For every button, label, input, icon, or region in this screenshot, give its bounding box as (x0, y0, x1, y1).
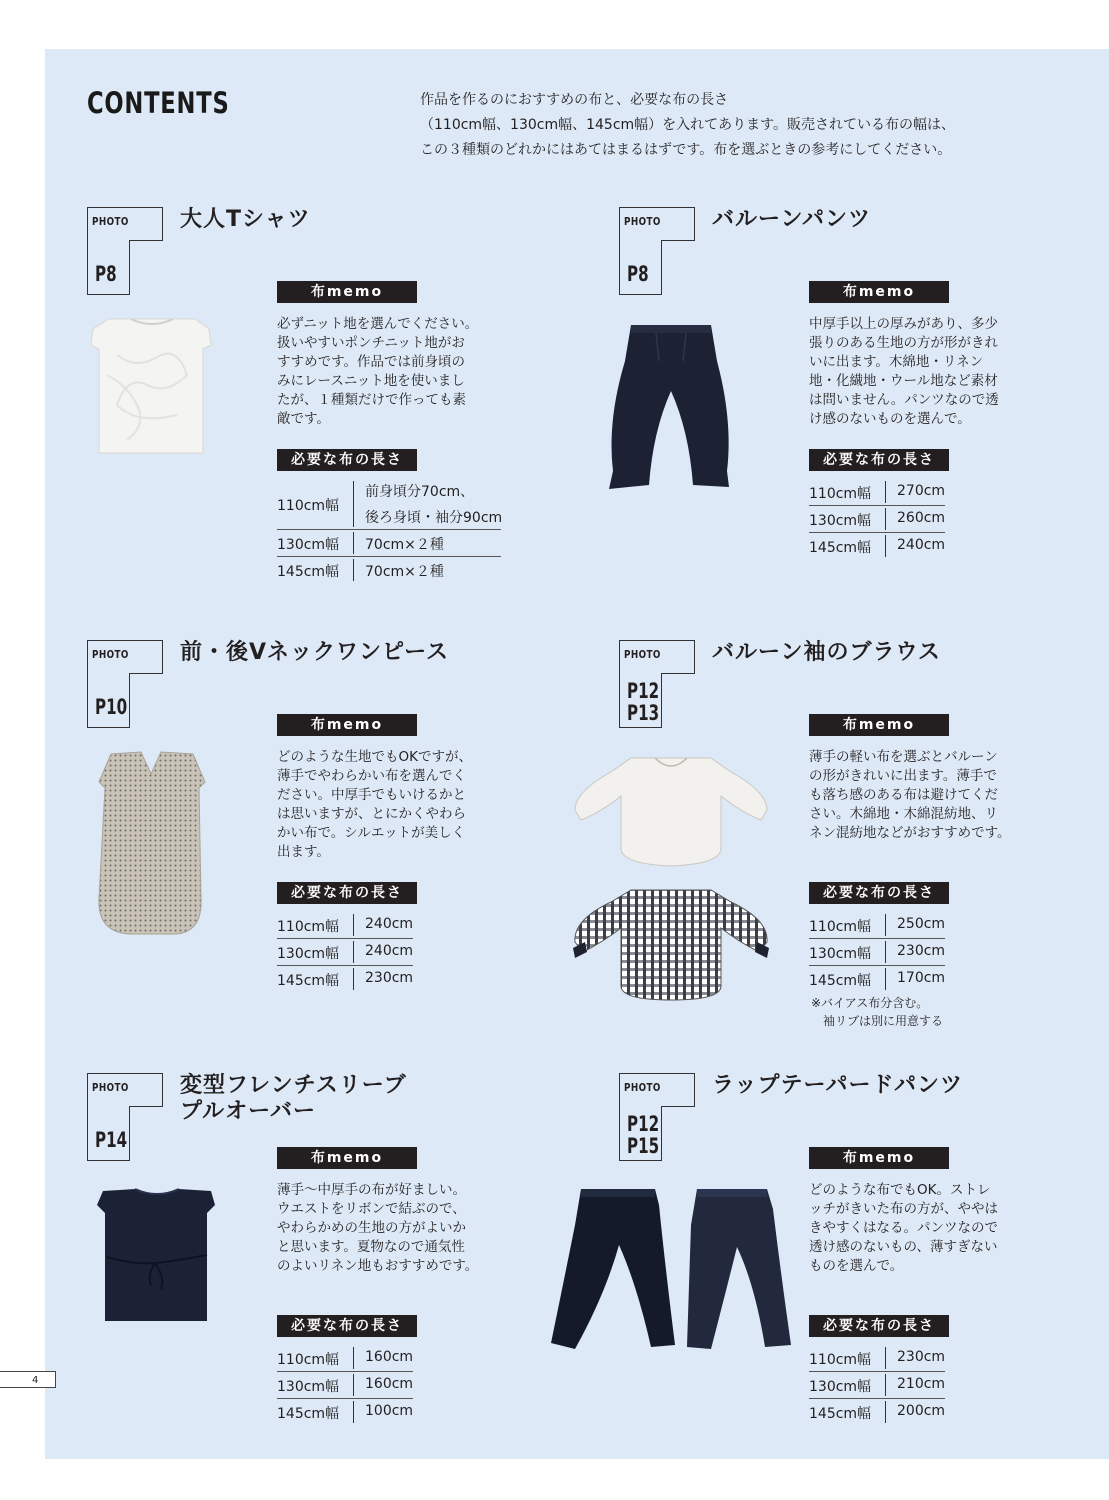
fabric-length-table (277, 479, 501, 583)
photo-box (87, 207, 163, 295)
table-row (809, 479, 945, 506)
value-cell: 230cm (897, 1349, 946, 1365)
memo-label: 布memo (809, 1147, 949, 1169)
fabric-length-table (809, 479, 945, 559)
memo-text: 薄手の軽い布を選ぶとバルーン の形がきれいに出ます。薄手で も落ち感のある布は避けてくだ さい。木綿地・木綿混紡地、リ ネン混紡地などがおすすめです。 (809, 749, 1011, 841)
table-row (809, 1372, 945, 1399)
width-cell: 145cm幅 (277, 973, 340, 989)
bias-note: ※バイアス布分含む。 袖リブは別に用意する (811, 996, 944, 1028)
value-cell: 160cm (365, 1376, 414, 1392)
photo-label: PHOTO (92, 1081, 129, 1094)
tapered-pants-pair-image (551, 1185, 797, 1351)
value-cell: 前身頃分70cm、 (365, 484, 475, 500)
intro-line: この３種類のどれかにはあてはまるはずです。布を選ぶときの参考にしてください。 (420, 142, 952, 158)
width-cell: 130cm幅 (809, 946, 872, 962)
width-cell: 110cm幅 (809, 919, 872, 935)
value-cell: 200cm (897, 1403, 946, 1419)
item-vneck-dress (87, 640, 557, 1060)
photo-page: P8 (627, 262, 649, 286)
table-row (809, 1345, 945, 1372)
memo-text: 薄手〜中厚手の布が好ましい。 ウエストをリボンで結ぶので、 やわらかめの生地の方がよいか と思います。夏物なので通気性 のよいリネン地もおすすめです。 (277, 1182, 479, 1274)
table-row (277, 966, 413, 992)
width-cell: 130cm幅 (809, 513, 872, 529)
width-cell: 145cm幅 (277, 564, 340, 580)
value-cell: 240cm (897, 537, 946, 553)
value-cell: 160cm (365, 1349, 414, 1365)
value-cell: 230cm (897, 943, 946, 959)
value-cell: 230cm (365, 970, 414, 986)
photo-page (627, 1113, 659, 1157)
fabric-length-table (277, 1345, 413, 1425)
photo-box (619, 1073, 695, 1161)
value-cell: 70cm×２種 (365, 537, 444, 553)
memo-label: 布memo (277, 281, 417, 303)
balloon-sleeve-blouses-image (571, 752, 771, 1002)
value-cell: 70cm×２種 (365, 564, 444, 580)
item-wrap-tapered-pants (619, 1073, 1089, 1493)
memo-label: 布memo (277, 714, 417, 736)
photo-box (87, 1073, 163, 1161)
intro-line: （110cm幅、130cm幅、145cm幅）を入れてあります。販売されている布の幅は、 (420, 117, 956, 133)
width-cell: 130cm幅 (277, 946, 340, 962)
table-row (809, 966, 945, 992)
item-title: バルーンパンツ (712, 207, 872, 232)
table-row (809, 533, 945, 559)
intro-text (420, 88, 1060, 163)
navy-balloon-pants-image (601, 321, 741, 491)
fabric-length-table (809, 1345, 945, 1425)
table-row (809, 506, 945, 533)
memo-text: どのような生地でもOKですが、 薄手でやわらかい布を選んでく ださい。中厚手でもいけるかと は思いますが、とにかくやわら かい布で。シルエットが美しく 出ます。 (277, 749, 472, 860)
item-balloon-sleeve-blouse (619, 640, 1089, 1060)
value-cell: 後ろ身頃・袖分90cm (365, 510, 503, 526)
value-cell: 270cm (897, 483, 946, 499)
required-label: 必要な布の長さ (809, 882, 949, 904)
photo-label: PHOTO (92, 215, 129, 228)
table-row (277, 939, 413, 966)
photo-page (627, 680, 659, 724)
photo-label: PHOTO (624, 215, 661, 228)
width-cell: 145cm幅 (277, 1406, 340, 1422)
width-cell: 145cm幅 (809, 973, 872, 989)
table-row (277, 912, 413, 939)
item-french-sleeve-pullover (87, 1073, 557, 1493)
photo-box (619, 207, 695, 295)
table-row (277, 479, 501, 530)
photo-label: PHOTO (624, 1081, 661, 1094)
memo-text: 必ずニット地を選んでください。 扱いやすいポンチニット地がお すすめです。作品では前身頃の みにレースニット地を使いまし たが、１種類だけで作っても素 敵です。 (277, 316, 479, 427)
table-row (277, 1372, 413, 1399)
item-balloon-pants (619, 207, 1089, 627)
required-label: 必要な布の長さ (277, 449, 417, 471)
width-cell: 130cm幅 (277, 1379, 340, 1395)
patterned-dress-image (93, 748, 213, 938)
table-row (277, 530, 501, 557)
width-cell: 110cm幅 (809, 1352, 872, 1368)
width-cell: 110cm幅 (277, 498, 340, 514)
photo-box (619, 640, 695, 728)
required-label: 必要な布の長さ (809, 1315, 949, 1337)
memo-label: 布memo (809, 714, 949, 736)
memo-label: 布memo (277, 1147, 417, 1169)
required-label: 必要な布の長さ (277, 882, 417, 904)
required-label: 必要な布の長さ (809, 449, 949, 471)
value-cell: 240cm (365, 916, 414, 932)
photo-label: PHOTO (92, 648, 129, 661)
width-cell: 145cm幅 (809, 540, 872, 556)
value-cell: 170cm (897, 970, 946, 986)
width-cell: 130cm幅 (809, 1379, 872, 1395)
width-cell: 110cm幅 (277, 1352, 340, 1368)
photo-page: P10 (95, 695, 128, 719)
fabric-length-table (809, 912, 945, 992)
photo-box (87, 640, 163, 728)
navy-pullover-image (95, 1185, 219, 1325)
photo-page-number: P12 (627, 1112, 660, 1136)
item-title: ラップテーパードパンツ (712, 1073, 964, 1098)
width-cell: 130cm幅 (277, 537, 340, 553)
value-cell: 240cm (365, 943, 414, 959)
item-title: 前・後Vネックワンピース (180, 640, 450, 665)
fabric-length-table (277, 912, 413, 992)
required-label: 必要な布の長さ (277, 1315, 417, 1337)
contents-heading: CONTENTS (87, 86, 230, 120)
page-number: 4 (0, 1371, 56, 1388)
photo-page-number: P12 (627, 679, 660, 703)
photo-label: PHOTO (624, 648, 661, 661)
value-cell: 250cm (897, 916, 946, 932)
item-title: 大人Tシャツ (180, 207, 311, 232)
table-row (277, 1399, 413, 1425)
value-cell: 260cm (897, 510, 946, 526)
table-row (809, 1399, 945, 1425)
item-adult-tshirt (87, 207, 557, 627)
table-row (809, 939, 945, 966)
photo-page-number: P13 (627, 701, 660, 725)
value-cell: 100cm (365, 1403, 414, 1419)
value-cell: 210cm (897, 1376, 946, 1392)
width-cell: 145cm幅 (809, 1406, 872, 1422)
intro-line: 作品を作るのにおすすめの布と、必要な布の長さ (420, 92, 729, 108)
memo-text: 中厚手以上の厚みがあり、多少 張りのある生地の方が形がきれ いに出ます。木綿地・リネン 地・化繊地・ウール地など素材 は問いません。パンツなので透 け感のないものを選んで。 (809, 316, 999, 427)
width-cell: 110cm幅 (277, 919, 340, 935)
memo-label: 布memo (809, 281, 949, 303)
table-row (809, 912, 945, 939)
table-row (277, 557, 501, 583)
table-row (277, 1345, 413, 1372)
photo-page-number: P15 (627, 1134, 660, 1158)
photo-page: P8 (95, 262, 117, 286)
item-title: バルーン袖のブラウス (712, 640, 941, 665)
white-tshirt-image (87, 315, 217, 457)
memo-text: どのような布でもOK。ストレ ッチがきいた布の方が、ややは きやすくはなる。パンツなので 透け感のないもの、薄すぎない ものを選んで。 (809, 1182, 998, 1274)
width-cell: 110cm幅 (809, 486, 872, 502)
photo-page: P14 (95, 1128, 128, 1152)
item-title: 変型フレンチスリーブ プルオーバー (180, 1073, 407, 1124)
